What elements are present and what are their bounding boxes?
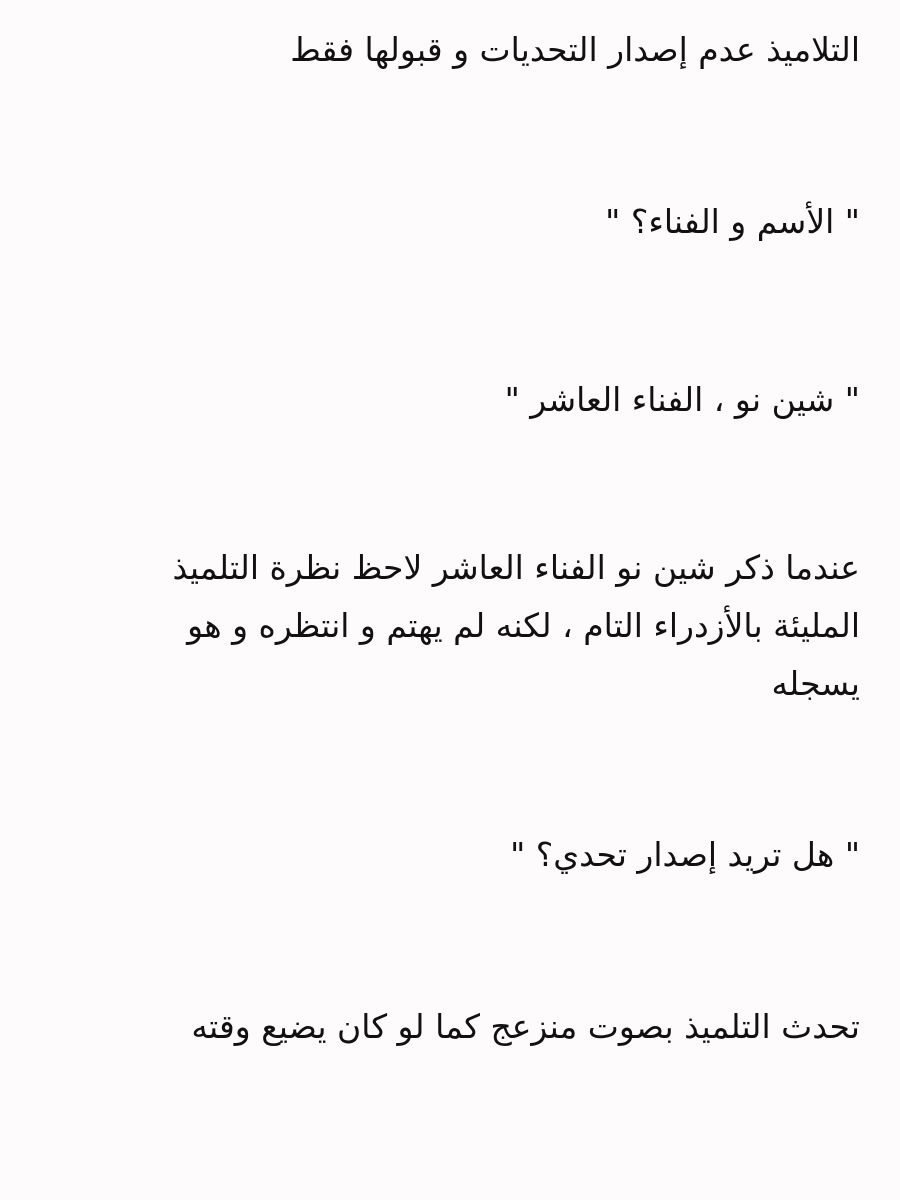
dialogue-line-2: " شين نو ، الفناء العاشر " xyxy=(504,380,860,419)
paragraph-3: تحدث التلميذ بصوت منزعج كما لو كان يضيع وقته xyxy=(191,1007,860,1046)
dialogue-line-3: " هل تريد إصدار تحدي؟ " xyxy=(510,835,860,874)
paragraph-1: التلاميذ عدم إصدار التحديات و قبولها فقط xyxy=(290,30,860,69)
dialogue-line-1: " الأسم و الفناء؟ " xyxy=(605,202,860,241)
paragraph-2: عندما ذكر شين نو الفناء العاشر لاحظ نظرة التلميذ المليئة بالأزدراء التام ، لكنه لم يهتم و انتظره و هو يسجله xyxy=(172,548,860,703)
